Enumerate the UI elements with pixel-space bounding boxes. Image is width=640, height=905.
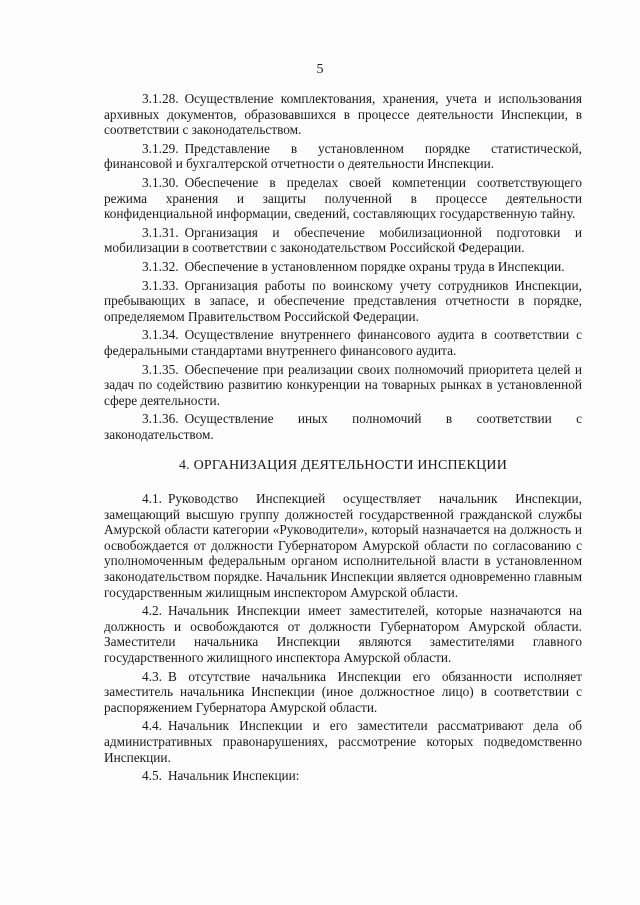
clause-3-1-35 bbox=[104, 362, 582, 409]
page-number: 5 bbox=[316, 62, 324, 77]
clause-number: 3.1.36. bbox=[142, 411, 179, 427]
clause-3-1-30 bbox=[104, 175, 582, 222]
clause-4-4 bbox=[104, 718, 582, 765]
clause-number: 3.1.32. bbox=[142, 258, 179, 274]
clause-number: 4.4. bbox=[142, 718, 162, 734]
document-body bbox=[104, 91, 582, 787]
clause-text: Осуществление комплектования, хранения, учета и использования архивных документов, образовавшихся в процессе деятельности Инспекции, в соответствии с законодательством. bbox=[104, 91, 582, 138]
clause-number: 3.1.29. bbox=[142, 140, 179, 156]
clause-4-3 bbox=[104, 669, 582, 716]
clause-text: Руководство Инспекцией осуществляет начальник Инспекции, замещающий высшую группу должностей государственной гражданской службы Амурской области категории «Руководители», который назначается на должность и освобождается от должности Губернатором Амурской области по согласованию с уполномоченным федеральным органом исполнительной власти в установленном законодательством порядке. Начальник Инспекции является одновременно главным государственным жилищным инспектором Амурской области. bbox=[104, 491, 582, 600]
clause-text: Обеспечение при реализации своих полномочий приоритета целей и задач по содействию развитию конкуренции на товарных рынках в установленной сфере деятельности. bbox=[104, 361, 582, 408]
clause-number: 4.1. bbox=[142, 491, 162, 507]
clause-text: Осуществление внутреннего финансового аудита в соответствии с федеральными стандартами внутреннего финансового аудита. bbox=[104, 327, 582, 358]
clause-text: Обеспечение в пределах своей компетенции соответствующего режима хранения и защиты полученной в процессе деятельности конфиденциальной информации, сведений, составляющих государственную тайну. bbox=[104, 174, 582, 222]
clause-number: 4.3. bbox=[142, 668, 162, 684]
clause-4-5 bbox=[104, 768, 582, 784]
clause-number: 3.1.34. bbox=[142, 327, 179, 343]
clause-text: Обеспечение в установленном порядке охраны труда в Инспекции. bbox=[184, 258, 565, 274]
clause-text: Начальник Инспекции имеет заместителей, которые назначаются на должность и освобождаются от должности Губернатором Амурской области. Заместители начальника Инспекции являются заместителями главного государственного жилищного инспектора Амурской области. bbox=[104, 603, 582, 665]
clause-number: 3.1.33. bbox=[142, 277, 179, 293]
clause-3-1-28 bbox=[104, 91, 582, 138]
clause-text: Начальник Инспекции: bbox=[167, 768, 300, 784]
clause-3-1-31 bbox=[104, 225, 582, 256]
clause-text: В отсутствие начальника Инспекции его обязанности исполняет заместитель начальника Инспекции (иное должностное лицо) в соответствии с распоряжением Губернатора Амурской области. bbox=[104, 668, 582, 715]
clause-3-1-29 bbox=[104, 141, 582, 172]
clause-3-1-33 bbox=[104, 278, 582, 325]
clause-text: Осуществление иных полномочий в соответствии с законодательством. bbox=[104, 411, 582, 442]
clause-number: 3.1.30. bbox=[142, 174, 179, 190]
clause-number: 3.1.31. bbox=[142, 224, 179, 240]
clause-3-1-36 bbox=[104, 411, 582, 442]
clause-number: 3.1.35. bbox=[142, 361, 179, 377]
clause-text: Организация работы по воинскому учету сотрудников Инспекции, пребывающих в запасе, и обеспечение представления отчетности в порядке, определяемом Правительством Российской Федерации. bbox=[104, 277, 582, 324]
clause-number: 4.2. bbox=[142, 603, 162, 619]
clause-text: Представление в установленном порядке статистической, финансовой и бухгалтерской отчетности о деятельности Инспекции. bbox=[104, 140, 582, 172]
clause-4-2 bbox=[104, 603, 582, 665]
clause-number: 3.1.28. bbox=[142, 91, 179, 106]
clause-text: Организация и обеспечение мобилизационной подготовки и мобилизации в соответствии с законодательством Российской Федерации. bbox=[104, 224, 582, 256]
clause-3-1-34 bbox=[104, 327, 582, 358]
clause-text: Начальник Инспекции и его заместители рассматривают дела об административных правонарушениях, рассмотрение которых подведомственно Инспекции. bbox=[104, 718, 582, 765]
section-heading: 4. ОРГАНИЗАЦИЯ ДЕЯТЕЛЬНОСТИ ИНСПЕКЦИИ bbox=[178, 458, 508, 474]
clause-4-1 bbox=[104, 491, 582, 600]
clause-3-1-32 bbox=[104, 259, 582, 275]
clause-number: 4.5. bbox=[142, 768, 162, 784]
